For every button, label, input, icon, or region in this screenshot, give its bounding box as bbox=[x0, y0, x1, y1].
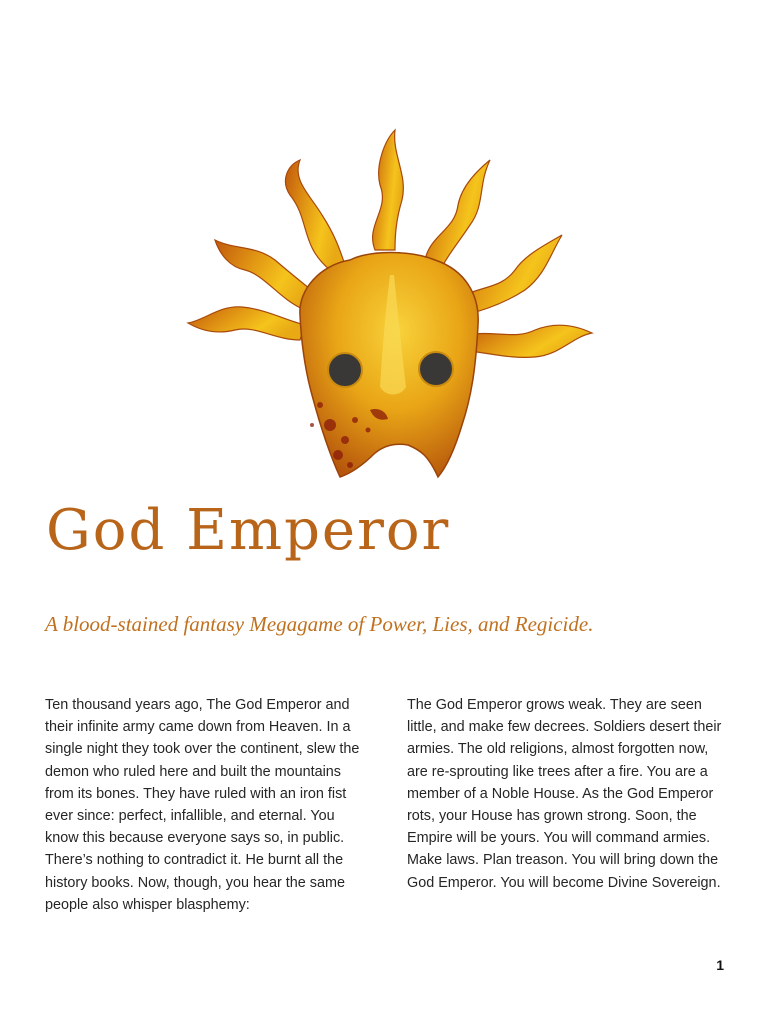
page-number: 1 bbox=[716, 957, 724, 973]
body-column-right: The God Emperor grows weak. They are seen little, and make few decrees. Soldiers desert their armies. The old religions, almost forgotten now, are re-sprouting like trees after a fire. You are a member of a Noble House. As the God Emperor rots, your House has grown strong. Soon, the Empire will be yours. You will command armies. Make laws. Plan treason. You will bring down the God Emperor. You will become Divine Sovereign. bbox=[407, 697, 722, 891]
page-subtitle: A blood-stained fantasy Megagame of Power, Lies, and Regicide. bbox=[45, 612, 594, 636]
body-column-left: Ten thousand years ago, The God Emperor and their infinite army came down from Heaven. In a single night they took over the continent, slew the demon who ruled here and built the mountains from its bones. They have ruled with an iron fist ever since: perfect, infallible, and eternal. You know this because everyone says so, in public. There’s nothing to contradict it. He burnt all the history books. Now, though, you hear the same people also whisper blasphemy: bbox=[45, 697, 360, 913]
golden-sun-mask-icon bbox=[180, 125, 600, 485]
page-title: God Emperor bbox=[46, 498, 451, 563]
